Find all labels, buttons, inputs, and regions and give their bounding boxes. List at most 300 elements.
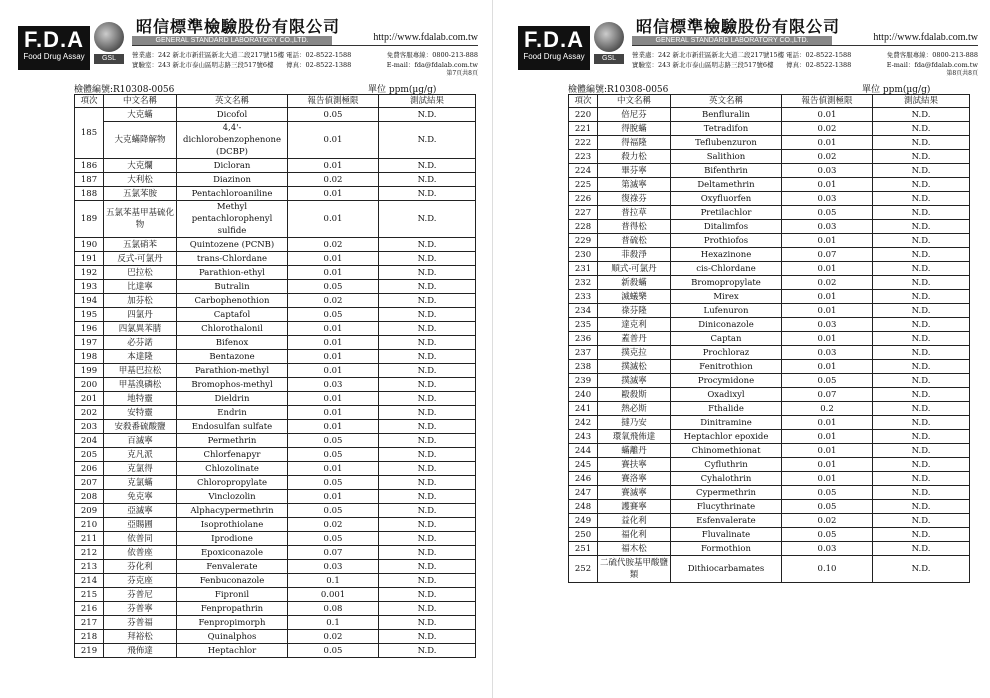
table-row [75,462,476,476]
row-number: 246 [569,472,598,486]
table-row [569,136,970,150]
table-row [569,500,970,514]
row-cn-name: 賽洛寧 [598,472,671,486]
row-en-name: Oxadixyl [671,388,782,402]
emblem-icon [94,22,124,52]
row-cn-name: 加芬松 [104,294,177,308]
row-result: N.D. [379,462,476,476]
row-en-name: Flucythrinate [671,500,782,514]
row-number: 247 [569,486,598,500]
company-name: 昭信標準檢驗股份有限公司 [136,17,341,36]
row-number: 201 [75,392,104,406]
emblem-icon [594,22,624,52]
header-no: 項次 [569,95,598,108]
header-en-name: 英文名稱 [671,95,782,108]
table-row [75,504,476,518]
row-cn-name: 大克蟎 [104,108,177,122]
row-detection-limit: 0.02 [288,173,379,187]
row-result: N.D. [873,108,970,122]
table-row [569,290,970,304]
row-cn-name: 普得松 [598,220,671,234]
row-detection-limit: 0.01 [782,290,873,304]
row-number: 242 [569,416,598,430]
header-detection-limit: 報告偵測極限 [288,95,379,108]
row-detection-limit: 0.05 [288,308,379,322]
row-en-name: Quintozene (PCNB) [177,238,288,252]
email: E-mail：fda@fdalab.com.tw [386,61,478,69]
table-row [569,346,970,360]
table-row [75,574,476,588]
row-en-name: Dicloran [177,159,288,173]
table-row [75,406,476,420]
row-en-name: Cyfluthrin [671,458,782,472]
header-result: 測試結果 [873,95,970,108]
row-en-name: Heptachlor epoxide [671,430,782,444]
row-cn-name: 五氯苯基甲基硫化物 [104,201,177,238]
row-en-name: Hexazinone [671,248,782,262]
table-row [75,588,476,602]
row-en-name: Tetradifon [671,122,782,136]
row-en-name: Parathion-ethyl [177,266,288,280]
row-detection-limit: 0.02 [288,518,379,532]
row-cn-name: 滅蟻樂 [598,290,671,304]
row-result: N.D. [379,159,476,173]
row-number: 218 [75,630,104,644]
row-detection-limit: 0.03 [782,318,873,332]
table-row [569,556,970,583]
row-number: 240 [569,388,598,402]
row-cn-name: 益化利 [598,514,671,528]
table-row [75,159,476,173]
row-en-name: Fluvalinate [671,528,782,542]
row-en-name: Fenpropimorph [177,616,288,630]
row-en-name: Bromopropylate [671,276,782,290]
row-cn-name: 普硫松 [598,234,671,248]
row-en-name: Methyl pentachlorophenyl sulfide [177,201,288,238]
row-en-name: Chloropropylate [177,476,288,490]
office-address: 營業處：242 新北市新莊區新北大道二段217號15樓 [632,51,785,59]
sample-id: 檢體編號:R10308-0056 [568,85,669,95]
row-result: N.D. [873,206,970,220]
row-number: 215 [75,588,104,602]
row-number: 219 [75,644,104,658]
row-number: 212 [75,546,104,560]
table-row [75,336,476,350]
row-en-name: Dithiocarbamates [671,556,782,583]
row-result: N.D. [873,444,970,458]
row-detection-limit: 0.01 [288,201,379,238]
table-row [569,108,970,122]
row-result: N.D. [873,430,970,444]
row-detection-limit: 0.05 [288,476,379,490]
row-detection-limit: 0.02 [288,630,379,644]
table-row [75,532,476,546]
row-en-name: cis-Chlordane [671,262,782,276]
table-row [75,560,476,574]
row-detection-limit: 0.01 [782,458,873,472]
row-result: N.D. [873,346,970,360]
row-detection-limit: 0.02 [782,276,873,290]
lab-address: 實驗室：243 新北市泰山區明志路三段517號6樓 [632,61,774,69]
row-result: N.D. [873,402,970,416]
row-cn-name: 撲滅松 [598,360,671,374]
row-detection-limit: 0.03 [782,164,873,178]
row-number: 237 [569,346,598,360]
lab-address: 實驗室：243 新北市泰山區明志路三段517號6樓 [132,61,274,69]
row-number: 200 [75,378,104,392]
row-result: N.D. [873,500,970,514]
table-row [75,322,476,336]
table-row [75,546,476,560]
row-number: 187 [75,173,104,187]
table-header-row [75,95,476,108]
header-no: 項次 [75,95,104,108]
row-result: N.D. [379,560,476,574]
row-result: N.D. [873,458,970,472]
row-result: N.D. [873,262,970,276]
row-en-name: Esfenvalerate [671,514,782,528]
row-result: N.D. [379,238,476,252]
row-detection-limit: 0.01 [288,490,379,504]
row-cn-name: 安特靈 [104,406,177,420]
table-row [75,201,476,238]
row-result: N.D. [873,528,970,542]
row-detection-limit: 0.01 [782,332,873,346]
row-en-name: Diniconazole [671,318,782,332]
row-detection-limit: 0.001 [288,588,379,602]
row-cn-name: 大克爛 [104,159,177,173]
row-detection-limit: 0.01 [782,430,873,444]
header-rule [132,45,478,46]
table-row [569,192,970,206]
row-number: 243 [569,430,598,444]
row-result: N.D. [379,532,476,546]
row-detection-limit: 0.05 [782,374,873,388]
row-number: 231 [569,262,598,276]
row-detection-limit: 0.05 [288,448,379,462]
row-number: 195 [75,308,104,322]
table-row [569,528,970,542]
row-en-name: Mirex [671,290,782,304]
table-row [569,234,970,248]
row-detection-limit: 0.01 [782,444,873,458]
row-result: N.D. [379,108,476,122]
row-en-name: Diazinon [177,173,288,187]
row-detection-limit: 0.03 [782,220,873,234]
row-en-name: trans-Chlordane [177,252,288,266]
row-cn-name: 免克寧 [104,490,177,504]
row-detection-limit: 0.01 [288,406,379,420]
row-detection-limit: 0.2 [782,402,873,416]
table-row [569,514,970,528]
row-result: N.D. [379,294,476,308]
row-detection-limit: 0.07 [782,388,873,402]
row-detection-limit: 0.01 [288,462,379,476]
row-detection-limit: 0.01 [288,420,379,434]
row-en-name: Permethrin [177,434,288,448]
table-row [569,388,970,402]
row-result: N.D. [873,304,970,318]
row-number: 217 [75,616,104,630]
row-cn-name: 拜裕松 [104,630,177,644]
row-cn-name: 甲基巴拉松 [104,364,177,378]
table-row [569,318,970,332]
sample-id: 檢體編號:R10308-0056 [74,85,175,95]
row-number: 207 [75,476,104,490]
row-number: 209 [75,504,104,518]
row-detection-limit: 0.1 [288,616,379,630]
row-cn-name: 福木松 [598,542,671,556]
row-cn-name: 蟎離丹 [598,444,671,458]
row-en-name: Dicofol [177,108,288,122]
email: E-mail：fda@fdalab.com.tw [886,61,978,69]
row-result: N.D. [379,280,476,294]
row-number: 250 [569,528,598,542]
row-cn-name: 熱必斯 [598,402,671,416]
row-detection-limit: 0.05 [288,532,379,546]
row-detection-limit: 0.01 [288,364,379,378]
table-row [569,276,970,290]
table-row [569,430,970,444]
row-number: 196 [75,322,104,336]
row-detection-limit: 0.01 [782,262,873,276]
row-detection-limit: 0.08 [288,602,379,616]
row-number: 249 [569,514,598,528]
row-number: 206 [75,462,104,476]
page-number: 第7頁共8頁 [446,70,478,77]
row-number: 251 [569,542,598,556]
fax: 傳真：02-8522-1388 [286,61,352,69]
company-name-en: GENERAL STANDARD LABORATORY CO.,LTD. [132,36,332,45]
row-cn-name: 復祿芬 [598,192,671,206]
row-result: N.D. [379,602,476,616]
row-cn-name: 四氯丹 [104,308,177,322]
table-row [569,374,970,388]
row-result: N.D. [873,486,970,500]
row-detection-limit: 0.05 [288,280,379,294]
row-number: 211 [75,532,104,546]
row-cn-name: 飛佈達 [104,644,177,658]
row-number: 213 [75,560,104,574]
row-number: 235 [569,318,598,332]
row-detection-limit: 0.03 [782,542,873,556]
row-en-name: Lufenuron [671,304,782,318]
row-result: N.D. [873,542,970,556]
office-address: 營業處：242 新北市新莊區新北大道二段217號15樓 [132,51,285,59]
table-row [75,616,476,630]
row-en-name: Bentazone [177,350,288,364]
table-row [569,542,970,556]
row-detection-limit: 0.02 [782,150,873,164]
results-table [568,94,970,583]
company-name-en: GENERAL STANDARD LABORATORY CO.,LTD. [632,36,832,45]
row-cn-name: 得脫蟎 [598,122,671,136]
row-result: N.D. [379,364,476,378]
row-cn-name: 巴拉松 [104,266,177,280]
row-detection-limit: 0.05 [288,434,379,448]
row-result: N.D. [873,248,970,262]
row-cn-name: 芬克座 [104,574,177,588]
row-number: 239 [569,374,598,388]
table-row [75,364,476,378]
row-detection-limit: 0.01 [782,136,873,150]
table-row [569,164,970,178]
row-cn-name: 芬普寧 [104,602,177,616]
row-cn-name: 五氯苯胺 [104,187,177,201]
row-en-name: Cyhalothrin [671,472,782,486]
row-number: 228 [569,220,598,234]
row-cn-name: 反式-可氯丹 [104,252,177,266]
row-cn-name: 必芬諾 [104,336,177,350]
row-result: N.D. [379,266,476,280]
row-result: N.D. [873,388,970,402]
row-cn-name: 甲基溴磷松 [104,378,177,392]
row-result: N.D. [873,416,970,430]
row-detection-limit: 0.01 [782,416,873,430]
table-row [75,350,476,364]
row-cn-name: 芬化利 [104,560,177,574]
row-detection-limit: 0.01 [288,350,379,364]
row-cn-name: 賽滅寧 [598,486,671,500]
row-detection-limit: 0.02 [288,238,379,252]
row-en-name: Alphacypermethrin [177,504,288,518]
table-row [75,644,476,658]
header-cn-name: 中文名稱 [598,95,671,108]
report-page-left [0,0,490,698]
table-row [75,630,476,644]
table-row [569,150,970,164]
row-result: N.D. [873,514,970,528]
row-number: 233 [569,290,598,304]
row-cn-name: 本達隆 [104,350,177,364]
row-en-name: 4,4'-dichlorobenzophenone (DCBP) [177,122,288,159]
row-detection-limit: 0.01 [288,266,379,280]
row-cn-name: 毆殺斯 [598,388,671,402]
row-detection-limit: 0.02 [782,514,873,528]
row-number: 232 [569,276,598,290]
row-en-name: Prochloraz [671,346,782,360]
row-result: N.D. [379,392,476,406]
row-result: N.D. [873,290,970,304]
table-row [75,308,476,322]
row-result: N.D. [873,164,970,178]
table-row [75,518,476,532]
page-divider [492,0,493,698]
row-result: N.D. [873,234,970,248]
table-row [569,178,970,192]
row-result: N.D. [873,276,970,290]
row-number: 202 [75,406,104,420]
row-result: N.D. [873,556,970,583]
row-en-name: Bifenthrin [671,164,782,178]
row-result: N.D. [379,187,476,201]
row-cn-name: 芬普福 [104,616,177,630]
row-number: 210 [75,518,104,532]
company-name: 昭信標準檢驗股份有限公司 [636,17,841,36]
row-number: 238 [569,360,598,374]
row-cn-name: 達克利 [598,318,671,332]
row-en-name: Chinomethionat [671,444,782,458]
table-row [569,486,970,500]
row-result: N.D. [873,318,970,332]
row-en-name: Epoxiconazole [177,546,288,560]
table-row [569,402,970,416]
header-en-name: 英文名稱 [177,95,288,108]
unit-label: 單位 ppm(µg/g) [862,85,931,95]
logo-text: F.D.A [24,27,84,52]
row-number: 245 [569,458,598,472]
row-detection-limit: 0.05 [288,108,379,122]
row-en-name: Cypermethrin [671,486,782,500]
row-detection-limit: 0.03 [782,346,873,360]
row-result: N.D. [873,136,970,150]
table-row [75,392,476,406]
row-number: 204 [75,434,104,448]
row-detection-limit: 0.01 [782,234,873,248]
row-en-name: Ditalimfos [671,220,782,234]
row-number: 224 [569,164,598,178]
row-cn-name: 環氧飛佈達 [598,430,671,444]
table-row [569,332,970,346]
row-en-name: Fenpropathrin [177,602,288,616]
row-result: N.D. [379,201,476,238]
row-cn-name: 倍尼芬 [598,108,671,122]
row-en-name: Bromophos-methyl [177,378,288,392]
row-cn-name: 菲殺淨 [598,248,671,262]
row-en-name: Dinitramine [671,416,782,430]
row-number: 194 [75,294,104,308]
row-result: N.D. [379,252,476,266]
row-detection-limit: 0.07 [782,248,873,262]
row-result: N.D. [379,434,476,448]
row-en-name: Bifenox [177,336,288,350]
row-cn-name: 護賽寧 [598,500,671,514]
row-result: N.D. [873,220,970,234]
row-detection-limit: 0.03 [782,192,873,206]
row-cn-name: 克凡派 [104,448,177,462]
row-en-name: Parathion-methyl [177,364,288,378]
row-number: 225 [569,178,598,192]
header-rule [632,45,978,46]
row-result: N.D. [873,374,970,388]
row-cn-name: 依普同 [104,532,177,546]
table-row [75,238,476,252]
row-number: 192 [75,266,104,280]
table-row [569,472,970,486]
row-number: 226 [569,192,598,206]
service-hotline: 免費客服專線：0800-213-888 [386,51,478,59]
row-number: 220 [569,108,598,122]
row-result: N.D. [873,178,970,192]
row-result: N.D. [379,630,476,644]
row-number: 185 [75,108,104,159]
row-cn-name: 五氯硝苯 [104,238,177,252]
row-en-name: Fenitrothion [671,360,782,374]
row-en-name: Fenvalerate [177,560,288,574]
row-en-name: Pentachloroaniline [177,187,288,201]
row-number: 188 [75,187,104,201]
row-detection-limit: 0.03 [288,378,379,392]
row-en-name: Carbophenothion [177,294,288,308]
row-number: 244 [569,444,598,458]
row-number: 229 [569,234,598,248]
row-en-name: Oxyfluorfen [671,192,782,206]
header-result: 測試結果 [379,95,476,108]
row-en-name: Captafol [177,308,288,322]
results-table [74,94,476,658]
row-cn-name: 蓋普丹 [598,332,671,346]
table-row [569,206,970,220]
